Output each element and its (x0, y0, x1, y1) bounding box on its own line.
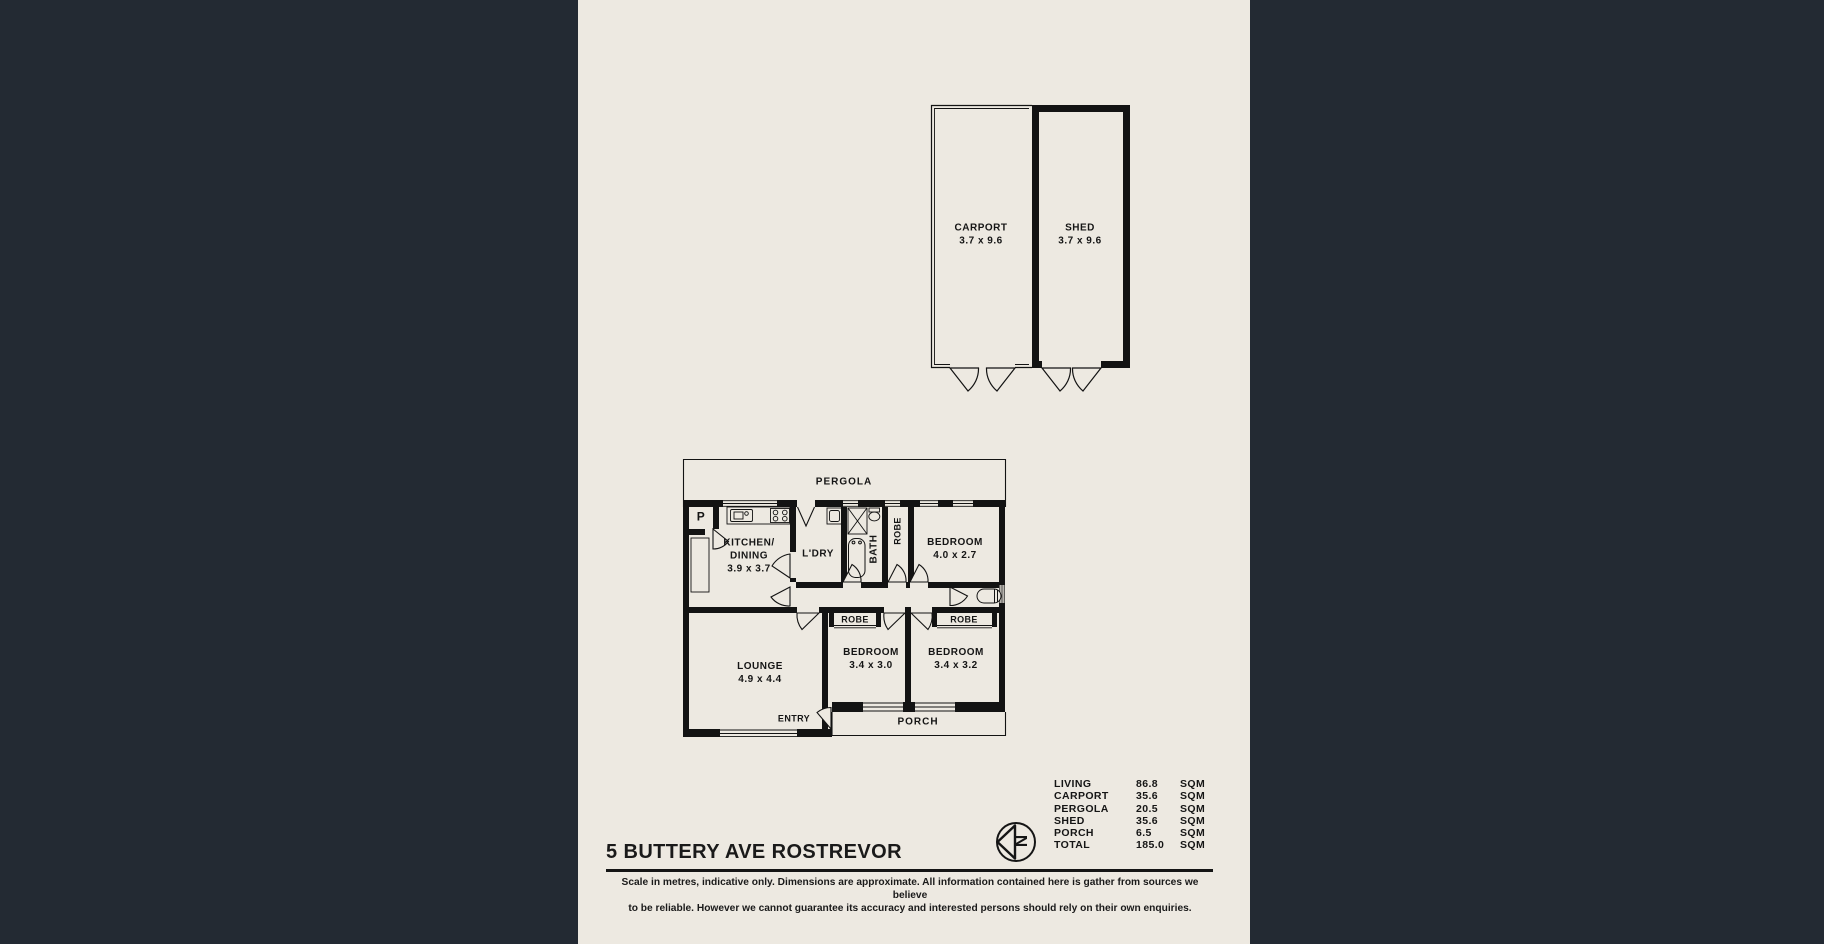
area-label: PORCH (1054, 827, 1094, 840)
kitchen-line1: KITCHEN/ (723, 537, 775, 549)
linen-cupboard (691, 538, 709, 592)
porch-label: PORCH (897, 716, 939, 728)
bedroom2-name: BEDROOM (843, 647, 899, 658)
bedroom3-label (928, 646, 984, 672)
pantry-label: P (696, 509, 706, 524)
bedroom1-dims: 4.0 x 2.7 (933, 550, 977, 561)
area-unit: SQM (1180, 839, 1206, 852)
shower (848, 508, 867, 534)
carport-label: CARPORT (954, 222, 1008, 234)
area-row-living (1054, 778, 1224, 790)
bath-label: BATH (868, 534, 880, 564)
floorplan-sheet (578, 0, 1250, 944)
hall-robe-label: ROBE (892, 517, 903, 545)
area-value: 35.6 (1136, 790, 1159, 803)
hot-water-unit (977, 589, 1001, 603)
area-label: SHED (1054, 814, 1085, 827)
carport-dims: 3.7 x 9.6 (959, 235, 1003, 247)
area-unit: SQM (1180, 802, 1206, 815)
carport-door-swing (950, 368, 1015, 391)
kitchen-label (723, 537, 774, 576)
laundry-trough (827, 508, 842, 524)
robe2-label: ROBE (841, 614, 869, 625)
disclaimer-line1: Scale in metres, indicative only. Dimensions are approximate. All information contained here is gather from sources we believe (621, 877, 1199, 901)
bedroom3-dims: 3.4 x 3.2 (934, 660, 978, 671)
area-value: 20.5 (1136, 802, 1159, 815)
lounge-label (737, 660, 783, 686)
area-unit: SQM (1180, 827, 1206, 840)
area-unit: SQM (1180, 778, 1206, 790)
area-table (1054, 778, 1224, 852)
area-value: 86.8 (1136, 778, 1159, 790)
bedroom1-name: BEDROOM (927, 537, 983, 548)
kitchen-line2: DINING (729, 550, 768, 562)
bedroom2-label (843, 646, 899, 672)
area-label: LIVING (1054, 778, 1092, 790)
shed-label: SHED (1065, 222, 1095, 234)
area-value: 35.6 (1136, 814, 1159, 827)
entry-label: ENTRY (777, 713, 811, 724)
toilet (869, 508, 880, 521)
divider-rule (606, 869, 1213, 872)
shed-dims: 3.7 x 9.6 (1058, 235, 1102, 247)
area-row-porch (1054, 827, 1224, 839)
lounge-dims: 4.9 x 4.4 (738, 674, 782, 685)
area-label: CARPORT (1054, 790, 1109, 803)
area-label: TOTAL (1054, 839, 1091, 852)
page-title: 5 BUTTERY AVE ROSTREVOR (606, 841, 902, 863)
area-row-shed (1054, 815, 1224, 827)
area-unit: SQM (1180, 790, 1206, 803)
kitchen-dims: 3.9 x 3.7 (727, 563, 771, 575)
area-label: PERGOLA (1054, 802, 1109, 815)
kitchen-bench (727, 507, 790, 524)
area-row-total (1054, 839, 1224, 851)
shed-door-swing (1042, 368, 1101, 391)
north-letter: N (1012, 834, 1031, 848)
bedroom2-dims: 3.4 x 3.0 (849, 660, 893, 671)
robe3-label: ROBE (950, 614, 978, 625)
bedroom1-label (927, 536, 983, 562)
disclaimer-line2: to be reliable. However we cannot guarantee its accuracy and interested persons should rely on their own enquiries. (628, 903, 1192, 914)
area-row-pergola (1054, 803, 1224, 815)
pergola-label: PERGOLA (815, 476, 873, 488)
disclaimer-text (605, 876, 1215, 915)
bedroom3-name: BEDROOM (928, 647, 984, 658)
laundry-label: L'DRY (802, 548, 834, 560)
area-value: 185.0 (1136, 839, 1165, 852)
area-value: 6.5 (1136, 827, 1152, 840)
lounge-name: LOUNGE (737, 661, 783, 672)
area-unit: SQM (1180, 814, 1206, 827)
area-row-carport (1054, 790, 1224, 802)
